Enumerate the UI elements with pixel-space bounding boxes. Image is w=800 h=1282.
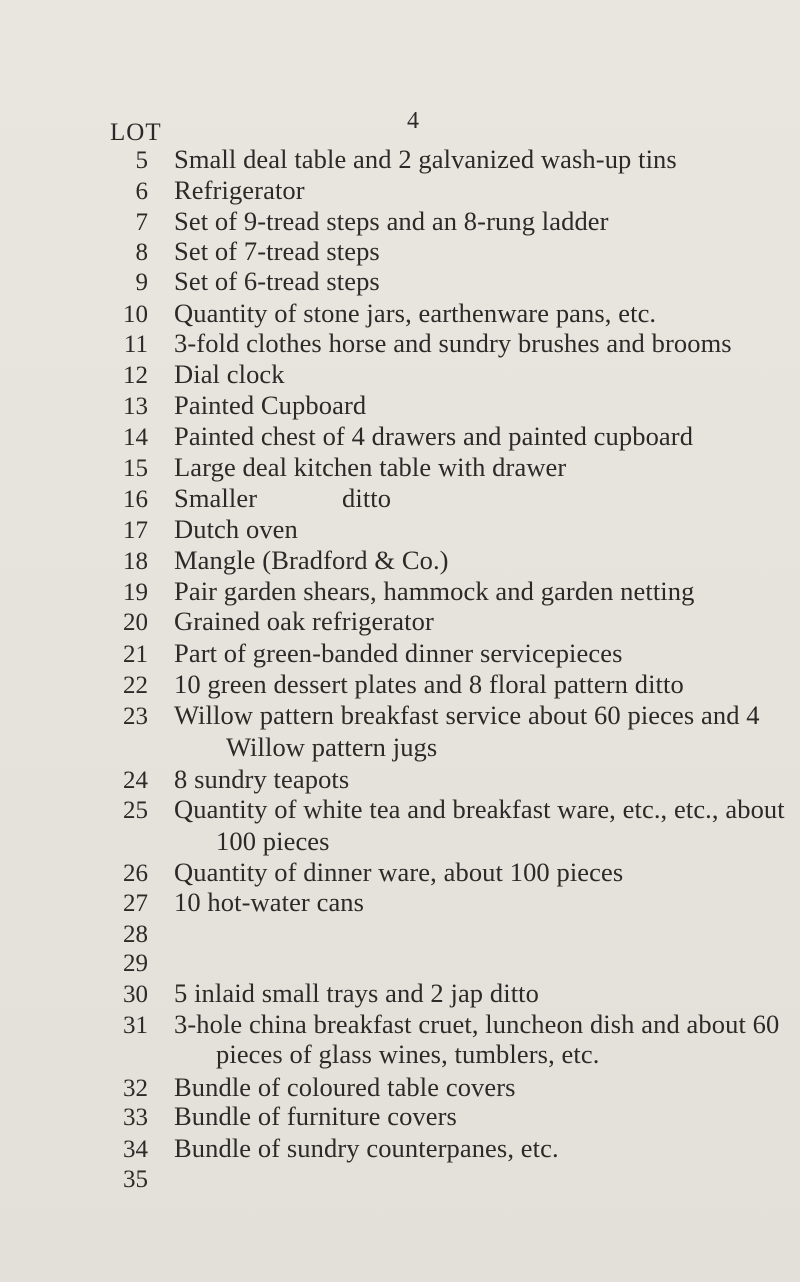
lot-description-text: Part of green-banded dinner service xyxy=(174,638,556,668)
lot-number: 32 xyxy=(123,1075,148,1102)
lot-description xyxy=(174,144,677,175)
lot-description-text: Small deal table and 2 galvanized wash-up tins xyxy=(174,144,677,174)
lot-number: 18 xyxy=(123,548,148,575)
lot-number: 8 xyxy=(135,239,148,266)
lot-description xyxy=(174,1133,559,1164)
lot-description-text: Smaller xyxy=(174,483,258,513)
lot-number: 26 xyxy=(123,860,148,887)
lot-description xyxy=(174,298,656,329)
lot-description-text: Bundle of furniture covers xyxy=(174,1101,457,1131)
lot-description-text: 10 green dessert plates and 8 floral pattern ditto xyxy=(174,669,684,699)
lot-description xyxy=(174,606,434,637)
page-number: 4 xyxy=(407,108,419,134)
lot-number: 35 xyxy=(123,1166,148,1193)
lot-description-text: Large deal kitchen table with drawer xyxy=(174,452,567,482)
lot-description xyxy=(174,700,760,731)
lot-description xyxy=(174,764,349,795)
lot-description-text: Quantity of stone jars, earthenware pans, etc. xyxy=(174,298,657,328)
lot-column-heading: LOT xyxy=(110,119,162,146)
lot-description xyxy=(174,669,684,700)
lot-number: 29 xyxy=(123,950,148,977)
lot-description-continuation: 100 pieces xyxy=(216,826,330,856)
lot-description xyxy=(174,452,566,483)
lot-description-text: Quantity of white tea and breakfast ware, etc., etc., about xyxy=(174,794,785,824)
lot-description xyxy=(174,359,285,390)
lot-description xyxy=(174,887,364,918)
lot-number: 17 xyxy=(123,517,148,544)
lot-description xyxy=(174,421,693,452)
lot-number: 12 xyxy=(123,362,148,389)
lot-number: 20 xyxy=(123,609,148,636)
lot-number: 27 xyxy=(123,890,148,917)
lot-description xyxy=(174,206,609,237)
lot-description-ditto: ditto xyxy=(342,483,392,513)
lot-number: 23 xyxy=(123,703,148,730)
lot-description-text: Grained oak refrigerator xyxy=(174,606,434,636)
lot-number: 28 xyxy=(123,921,148,948)
lot-number: 14 xyxy=(123,424,148,451)
lot-number: 31 xyxy=(123,1012,148,1039)
lot-description xyxy=(174,978,539,1009)
lot-number: 5 xyxy=(135,147,148,174)
lot-description xyxy=(174,390,366,421)
lot-description-text: Bundle of coloured table covers xyxy=(174,1072,516,1102)
lot-description-text: Bundle of sundry counterpanes, etc. xyxy=(174,1133,559,1163)
lot-number: 9 xyxy=(135,269,148,296)
lot-number: 30 xyxy=(123,981,148,1008)
lot-description-text: 5 inlaid small trays and 2 jap ditto xyxy=(174,978,539,1008)
lot-description-text: Refrigerator xyxy=(174,175,305,205)
lot-number: 21 xyxy=(123,641,148,668)
lot-description-text: Quantity of dinner ware, about 100 pieces xyxy=(174,857,624,887)
lot-description-text: Mangle (Bradford & Co.) xyxy=(174,545,449,575)
lot-description xyxy=(174,514,298,545)
lot-description xyxy=(174,483,392,514)
lot-description xyxy=(174,175,305,206)
lot-description-text: Painted chest of 4 drawers and painted cupboard xyxy=(174,421,694,451)
lot-number: 25 xyxy=(123,797,148,824)
lot-description xyxy=(174,236,380,267)
lot-description xyxy=(174,1101,457,1132)
lot-description-continuation: Willow pattern jugs xyxy=(226,732,438,762)
lot-number: 13 xyxy=(123,393,148,420)
lot-description-text: Dial clock xyxy=(174,359,285,389)
lot-description xyxy=(174,1072,516,1103)
lot-number: 24 xyxy=(123,767,148,794)
lot-description-text: Set of 7-tread steps xyxy=(174,236,380,266)
lot-number: 34 xyxy=(123,1136,148,1163)
lot-number: 33 xyxy=(123,1104,148,1131)
lot-number: 15 xyxy=(123,455,148,482)
lot-description-text: Pair garden shears, hammock and garden netting xyxy=(174,576,695,606)
lot-description xyxy=(174,794,785,825)
lot-number: 22 xyxy=(123,672,148,699)
lot-description xyxy=(174,266,380,297)
lot-description-text: 8 sundry teapots xyxy=(174,764,350,794)
lot-description-text: Painted Cupboard xyxy=(174,390,367,420)
lot-description xyxy=(174,857,623,888)
lot-description-text: 3-hole china breakfast cruet, luncheon dish and about 60 xyxy=(174,1009,780,1039)
lot-number: 19 xyxy=(123,579,148,606)
lot-description-text: Set of 9-tread steps and an 8-rung ladder xyxy=(174,206,609,236)
lot-description-ditto: pieces xyxy=(555,638,623,668)
lot-description xyxy=(174,638,623,669)
lot-number: 7 xyxy=(135,209,148,236)
lot-number: 11 xyxy=(123,331,148,358)
lot-description xyxy=(174,545,449,576)
lot-description xyxy=(174,1009,779,1040)
lot-number: 6 xyxy=(135,178,148,205)
lot-number: 10 xyxy=(123,301,148,328)
lot-description-text: 10 hot-water cans xyxy=(174,887,365,917)
lot-number: 16 xyxy=(123,486,148,513)
lot-description-text: Willow pattern breakfast service about 60 pieces and 4 xyxy=(174,700,760,730)
lot-description xyxy=(174,328,732,359)
lot-description-continuation: pieces of glass wines, tumblers, etc. xyxy=(216,1039,600,1069)
lot-description-text: 3-fold clothes horse and sundry brushes and brooms xyxy=(174,328,732,358)
lot-description xyxy=(174,576,694,607)
lot-description-text: Dutch oven xyxy=(174,514,298,544)
lot-description-text: Set of 6-tread steps xyxy=(174,266,380,296)
